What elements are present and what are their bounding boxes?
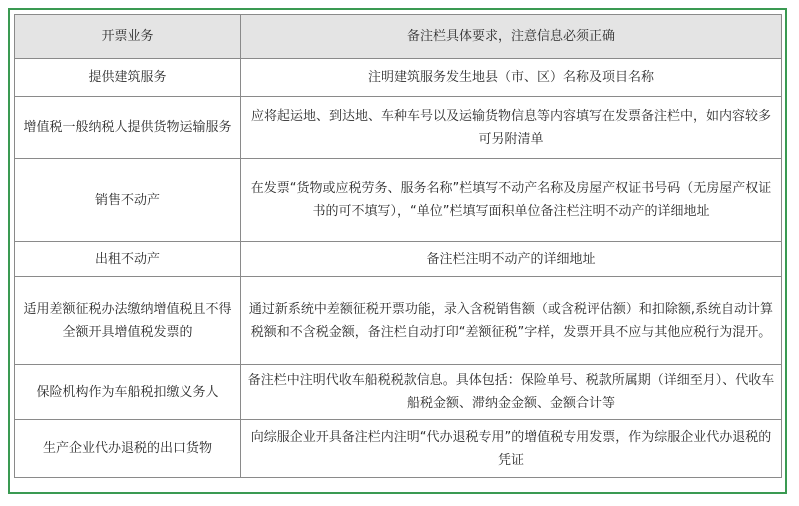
table-row (15, 159, 782, 242)
table-row (15, 420, 782, 478)
table-row (15, 97, 782, 159)
requirement-cell: 向综服企业开具备注栏内注明“代办退税专用”的增值税专用发票，作为综服企业代办退税的凭证 (241, 420, 782, 478)
requirement-cell: 应将起运地、到达地、车种车号以及运输货物信息等内容填写在发票备注栏中，如内容较多可另附清单 (241, 97, 782, 159)
requirement-cell: 注明建筑服务发生地县（市、区）名称及项目名称 (241, 59, 782, 97)
table-row (15, 277, 782, 365)
business-cell: 生产企业代办退税的出口货物 (15, 420, 241, 478)
table-header-row (15, 15, 782, 59)
invoice-remarks-table (14, 14, 782, 478)
table-frame (8, 8, 787, 494)
header-business: 开票业务 (15, 15, 241, 59)
business-cell: 提供建筑服务 (15, 59, 241, 97)
table-row (15, 59, 782, 97)
requirement-cell: 备注栏注明不动产的详细地址 (241, 242, 782, 277)
header-requirement: 备注栏具体要求，注意信息必须正确 (241, 15, 782, 59)
table-row (15, 242, 782, 277)
table-row (15, 365, 782, 420)
business-cell: 增值税一般纳税人提供货物运输服务 (15, 97, 241, 159)
business-cell: 销售不动产 (15, 159, 241, 242)
requirement-cell: 在发票“货物或应税劳务、服务名称”栏填写不动产名称及房屋产权证书号码（无房屋产权证书的可不填写），“单位”栏填写面积单位备注栏注明不动产的详细地址 (241, 159, 782, 242)
business-cell: 适用差额征税办法缴纳增值税且不得全额开具增值税发票的 (15, 277, 241, 365)
business-cell: 保险机构作为车船税扣缴义务人 (15, 365, 241, 420)
business-cell: 出租不动产 (15, 242, 241, 277)
requirement-cell: 通过新系统中差额征税开票功能，录入含税销售额（或含税评估额）和扣除额,系统自动计算税额和不含税金额，备注栏自动打印“差额征税”字样，发票开具不应与其他应税行为混开。 (241, 277, 782, 365)
requirement-cell: 备注栏中注明代收车船税税款信息。具体包括：保险单号、税款所属期（详细至月）、代收车船税金额、滞纳金金额、金额合计等 (241, 365, 782, 420)
